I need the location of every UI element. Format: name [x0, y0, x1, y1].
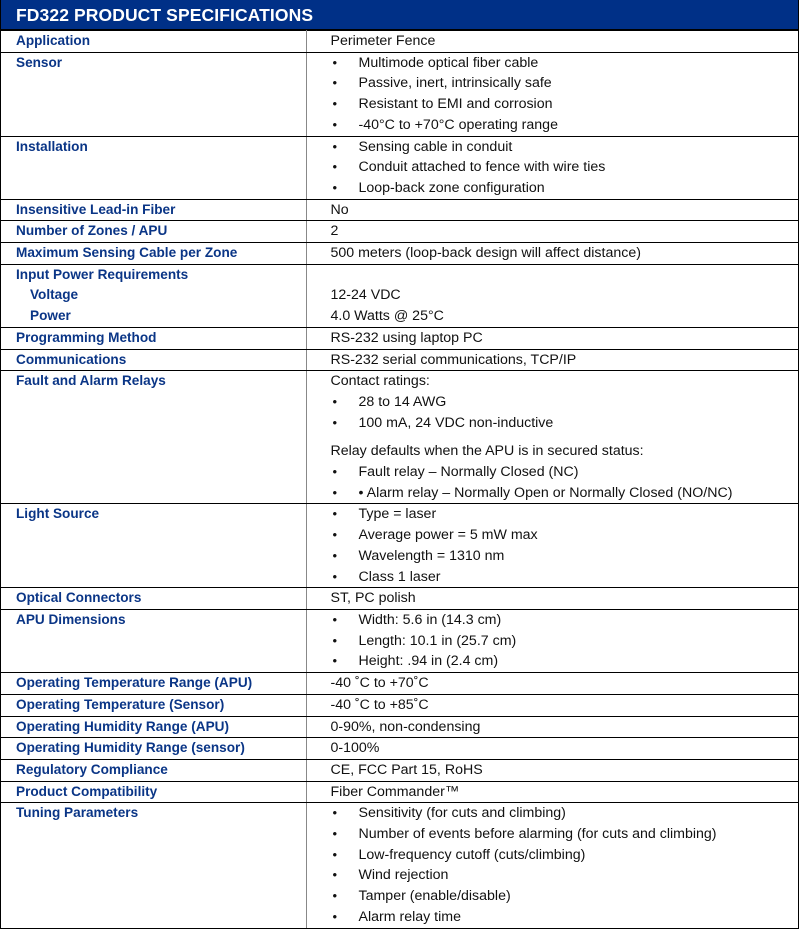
spec-value [306, 52, 798, 136]
spacer [331, 265, 799, 286]
spec-value [306, 803, 798, 928]
bullet-text: Length: 10.1 in (25.7 cm) [358, 632, 517, 649]
bullet-item [331, 504, 799, 525]
bullet-icon: • [332, 464, 338, 480]
spec-value-text: -40 ˚C to +85˚C [330, 696, 429, 713]
bullet-text: Height: .94 in (2.4 cm) [358, 653, 499, 670]
bullet-text: Conduit attached to fence with wire ties [358, 159, 606, 176]
bullet-item [331, 483, 799, 504]
spec-label-text: APU Dimensions [16, 611, 126, 627]
spec-row [1, 243, 798, 265]
bullet-text: Resistant to EMI and corrosion [358, 96, 553, 113]
spec-label [1, 136, 306, 199]
bullet-item [331, 392, 799, 413]
bullet-item [331, 525, 799, 546]
bullet-icon: • [332, 179, 338, 195]
bullet-text: Width: 5.6 in (14.3 cm) [358, 611, 502, 628]
bullet-icon: • [332, 159, 338, 175]
bullet-item [331, 803, 799, 824]
bullet-icon: • [332, 527, 338, 543]
spec-label [1, 673, 306, 695]
bullet-icon: • [332, 75, 338, 91]
spec-label-text: Maximum Sensing Cable per Zone [16, 245, 238, 261]
spec-value-text: -40 ˚C to +70˚C [330, 675, 429, 692]
spec-label-text: Application [16, 33, 91, 48]
spec-row [1, 264, 798, 327]
spec-value [306, 673, 798, 695]
spec-value-text: No [330, 201, 349, 218]
spec-value-text: 0-90%, non-condensing [330, 718, 481, 735]
bullet-item [331, 115, 799, 136]
spec-label-text: Operating Humidity Range (APU) [16, 718, 229, 734]
spec-label [1, 738, 306, 760]
bullet-icon: • [332, 506, 338, 522]
spec-value [306, 759, 798, 781]
bullet-icon: • [332, 116, 338, 132]
spec-value [306, 738, 798, 760]
spec-value-text: CE, FCC Part 15, RoHS [330, 761, 483, 778]
bullet-icon: • [332, 611, 338, 627]
spec-label-text: Operating Humidity Range (sensor) [16, 740, 245, 756]
bullet-item [331, 824, 799, 845]
bullet-text: 100 mA, 24 VDC non-inductive [358, 414, 554, 431]
spec-value [306, 716, 798, 738]
spec-row [1, 673, 798, 695]
spec-row [1, 588, 798, 610]
bullet-item [331, 907, 799, 928]
spec-row [1, 327, 798, 349]
bullet-icon: • [332, 888, 338, 904]
spec-label-text: Regulatory Compliance [16, 761, 168, 777]
bullet-item [331, 157, 799, 178]
spec-row [1, 609, 798, 672]
spec-value-text: RS-232 using laptop PC [330, 329, 483, 346]
spec-value-text: 0-100% [330, 740, 380, 757]
bullet-icon: • [332, 653, 338, 669]
bullet-item [331, 631, 799, 652]
spec-row [1, 738, 798, 760]
spec-label [1, 803, 306, 928]
bullet-text: Sensitivity (for cuts and climbing) [358, 805, 566, 822]
bullet-icon: • [332, 96, 338, 112]
bullet-text: Wind rejection [358, 867, 449, 884]
spec-label-text: Optical Connectors [16, 590, 142, 606]
spec-row [1, 716, 798, 738]
spec-row [1, 694, 798, 716]
spec-value [306, 221, 798, 243]
bullet-item [331, 94, 799, 115]
spec-row [1, 371, 798, 504]
spec-label-text: Programming Method [16, 329, 157, 345]
bullet-icon: • [332, 54, 338, 70]
bullet-text: Average power = 5 mW max [358, 527, 538, 544]
bullet-icon: • [332, 867, 338, 883]
bullet-item [331, 567, 799, 588]
bullet-item [331, 178, 799, 199]
spec-label [1, 199, 306, 221]
bullet-text: Fault relay – Normally Closed (NC) [358, 464, 579, 481]
spec-row [1, 803, 798, 928]
spacer [331, 433, 799, 441]
bullet-item [331, 53, 799, 74]
spec-table [1, 30, 798, 929]
spec-label-text: Sensor [16, 54, 63, 70]
spec-label-text: Product Compatibility [16, 783, 158, 799]
spec-label [1, 588, 306, 610]
bullet-item [331, 413, 799, 434]
spec-value [306, 349, 798, 371]
bullet-item [331, 546, 799, 567]
bullet-item [331, 845, 799, 866]
spec-label [1, 371, 306, 504]
spec-label [1, 781, 306, 803]
bullet-text: • Alarm relay – Normally Open or Normally Closed (NO/NC) [358, 484, 733, 501]
bullet-text: Low-frequency cutoff (cuts/climbing) [358, 846, 586, 863]
bullet-text: Class 1 laser [358, 568, 441, 585]
spec-label [1, 52, 306, 136]
bullet-item [331, 137, 799, 158]
spec-label-text: Light Source [16, 506, 100, 522]
spec-value [306, 136, 798, 199]
bullet-text: Tamper (enable/disable) [358, 888, 511, 905]
bullet-item [331, 73, 799, 94]
spec-value [306, 504, 798, 588]
bullet-item [331, 886, 799, 907]
spec-value [306, 31, 798, 53]
bullet-icon: • [332, 568, 338, 584]
spec-value-text: Perimeter Fence [330, 33, 436, 49]
spec-label-text: Communications [16, 351, 127, 367]
bullet-icon: • [332, 826, 338, 842]
spec-value-text: Fiber Commander™ [330, 783, 460, 800]
spec-row [1, 199, 798, 221]
spec-label-text: Input Power Requirements [16, 266, 189, 282]
relay-defaults-heading: Relay defaults when the APU is in secured status: [330, 443, 644, 460]
spec-label-text: Operating Temperature (Sensor) [16, 696, 225, 712]
bullet-text: Multimode optical fiber cable [358, 54, 539, 71]
spec-label [1, 759, 306, 781]
bullet-icon: • [332, 632, 338, 648]
spec-label [1, 31, 306, 53]
spec-label [1, 609, 306, 672]
spec-value [306, 327, 798, 349]
spec-value [306, 243, 798, 265]
spec-row [1, 349, 798, 371]
spec-value-text: RS-232 serial communications, TCP/IP [330, 351, 577, 368]
spec-value [306, 199, 798, 221]
spec-title: FD322 PRODUCT SPECIFICATIONS [1, 0, 798, 30]
bullet-icon: • [332, 846, 338, 862]
spec-value [306, 264, 798, 327]
spec-sublabel: Power [30, 308, 71, 324]
spec-label-text: Fault and Alarm Relays [16, 373, 166, 389]
bullet-item [331, 462, 799, 483]
bullet-text: Sensing cable in conduit [358, 138, 513, 155]
spec-value [306, 371, 798, 504]
spec-label [1, 327, 306, 349]
spec-label [1, 504, 306, 588]
bullet-text: Loop-back zone configuration [358, 179, 545, 196]
spec-label-text: Insensitive Lead-in Fiber [16, 201, 176, 217]
bullet-icon: • [332, 138, 338, 154]
spec-label-text: Installation [16, 138, 88, 154]
contact-ratings-heading: Contact ratings: [330, 373, 430, 390]
bullet-icon: • [332, 484, 338, 500]
spec-value [306, 588, 798, 610]
spec-value [306, 781, 798, 803]
spec-row [1, 31, 798, 53]
spec-label [1, 243, 306, 265]
spec-row [1, 504, 798, 588]
spec-label [1, 716, 306, 738]
bullet-item [331, 651, 799, 672]
bullet-icon: • [332, 805, 338, 821]
bullet-icon: • [332, 393, 338, 409]
spec-label [1, 349, 306, 371]
spec-label-text: Number of Zones / APU [16, 223, 168, 239]
spec-subvalue: 4.0 Watts @ 25°C [330, 308, 444, 325]
spec-value-text: 500 meters (loop-back design will affect distance) [330, 245, 641, 262]
spec-row [1, 52, 798, 136]
bullet-text: Passive, inert, intrinsically safe [358, 75, 552, 92]
bullet-icon: • [332, 547, 338, 563]
spec-row [1, 781, 798, 803]
spec-label [1, 264, 306, 327]
spec-subvalue: 12-24 VDC [330, 287, 401, 304]
spec-value-text: 2 [330, 223, 339, 240]
bullet-text: Wavelength = 1310 nm [358, 547, 505, 564]
bullet-item [331, 610, 799, 631]
bullet-icon: • [332, 414, 338, 430]
spec-row [1, 136, 798, 199]
spec-label-text: Operating Temperature Range (APU) [16, 675, 253, 691]
spec-row [1, 221, 798, 243]
spec-value-text: ST, PC polish [330, 590, 416, 607]
spec-label-text: Tuning Parameters [16, 805, 139, 821]
spec-row [1, 759, 798, 781]
spec-value [306, 609, 798, 672]
spec-label [1, 694, 306, 716]
bullet-icon: • [332, 908, 338, 924]
bullet-text: 28 to 14 AWG [358, 393, 447, 410]
bullet-text: Alarm relay time [358, 908, 461, 925]
bullet-item [331, 865, 799, 886]
bullet-text: Type = laser [358, 506, 437, 523]
bullet-text: Number of events before alarming (for cuts and climbing) [358, 826, 717, 843]
spec-label [1, 221, 306, 243]
bullet-text: -40°C to +70°C operating range [358, 116, 558, 133]
spec-sublabel: Voltage [30, 287, 79, 303]
spec-value [306, 694, 798, 716]
